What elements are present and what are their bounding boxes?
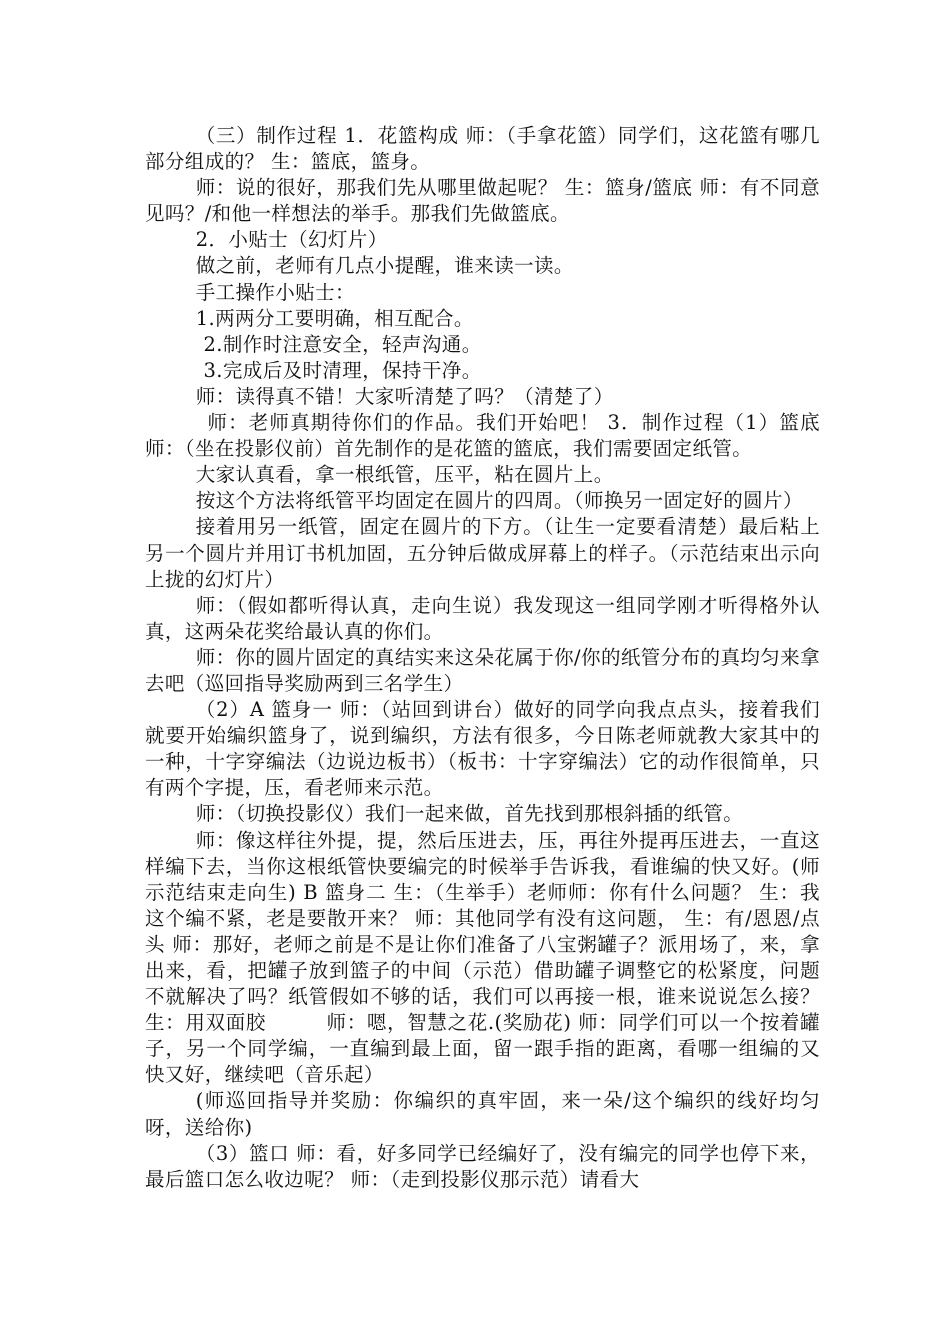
paragraph-patrol-guidance: (师巡回指导并奖励：你编织的真牢固，来一朵/这个编织的线好均匀呀，送给你)	[145, 1089, 820, 1139]
paragraph-body-one: （2）A 篮身一 师：（站回到讲台）做好的同学向我点点头，接着我们就要开始编织篮身了，说到编织，方法有很多，今日陈老师就教大家其中的一种，十字穿编法（边说边板书）（板书：十字穿编法）它的动作很简单，只有两个字提，压，看老师来示范。	[145, 698, 820, 800]
paragraph-start-base: 师：说的很好，那我们先从哪里做起呢？ 生：篮身/篮底 师：有不同意见吗？/和他一样想法的举手。那我们先做篮底。	[145, 176, 820, 226]
tip-item-3: 3.完成后及时清理，保持干净。	[203, 358, 482, 382]
paragraph-tips-intro: 做之前，老师有几点小提醒，谁来读一读。	[195, 254, 574, 278]
tip-item-1: 1.两两分工要明确，相互配合。	[195, 306, 474, 330]
paragraph-basket-rim: （3）篮口 师：看，好多同学已经编好了，没有编完的同学也停下来，最后篮口怎么收边呢？ 师：（走到投影仪那示范）请看大	[145, 1141, 820, 1191]
paragraph-read-well: 师：读得真不错！大家听清楚了吗？（清楚了）	[195, 384, 614, 408]
paragraph-switch-projector: 师：（切换投影仪）我们一起来做，首先找到那根斜插的纸管。	[195, 802, 744, 826]
document-page	[145, 123, 820, 1193]
paragraph-tips-title: 手工操作小贴士：	[195, 280, 355, 304]
paragraph-press-flat: 大家认真看，拿一根纸管，压平，粘在圆片上。	[195, 463, 614, 487]
paragraph-production-process: （三）制作过程 1．花篮构成 师：（手拿花篮）同学们，这花篮有哪几部分组成的？ 生：篮底，篮身。	[145, 124, 820, 174]
paragraph-tips-heading: 2．小贴士（幻灯片）	[195, 228, 388, 252]
tip-item-2: 2.制作时注意安全，轻声沟通。	[203, 332, 482, 356]
paragraph-reward-group: 师：（假如都听得认真，走向生说）我发现这一组同学刚才听得格外认真，这两朵花奖给最认真的你们。	[145, 593, 820, 643]
paragraph-body-two: 师：像这样往外提，提，然后压进去，压，再往外提再压进去，一直这样编下去，当你这根纸管快要编完的时候举手告诉我，看谁编的快又好。(师示范结束走向生) B 篮身二 生：（生举手）老师师：你有什么问题？ 生：我这个编不紧，老是要散开来？ 师：其他同学有没有这问题， 生：有/恩恩/点头 师：那好，老师之前是不是让你们准备了八宝粥罐子？派用场了，来，拿出来，看，把罐子放到篮子的中间（示范）借助罐子调整它的松紧度，问题不就解决了吗？纸管假如不够的话，我们可以再接一根，谁来说说怎么接？ 生：用双面胶 师：嗯，智慧之花.(奖励花) 师：同学们可以一个按着罐子，另一个同学编，一直编到最上面，留一跟手指的距离，看哪一组编的又快又好，继续吧（音乐起）	[145, 828, 820, 1087]
paragraph-base-step: 师：老师真期待你们的作品。我们开始吧！ 3．制作过程（1）篮底 师：（坐在投影仪前）首先制作的是花篮的篮底，我们需要固定纸管。	[145, 411, 820, 461]
paragraph-fix-around: 按这个方法将纸管平均固定在圆片的四周。（师换另一固定好的圆片）	[195, 489, 803, 513]
paragraph-fix-below: 接着用另一纸管，固定在圆片的下方。（让生一定要看清楚）最后粘上另一个圆片并用订书机加固，五分钟后做成屏幕上的样子。（示范结束出示向上拢的幻灯片）	[145, 515, 820, 591]
paragraph-reward-individual: 师：你的圆片固定的真结实来这朵花属于你/你的纸管分布的真均匀来拿去吧（巡回指导奖励两到三名学生）	[145, 645, 820, 695]
